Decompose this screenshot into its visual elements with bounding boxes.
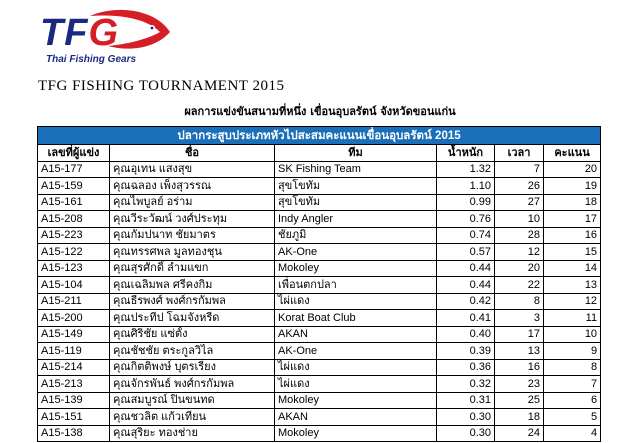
cell-weight: 0.44 bbox=[437, 260, 495, 277]
cell-time: 3 bbox=[495, 310, 544, 327]
cell-time: 10 bbox=[495, 211, 544, 228]
cell-score: 17 bbox=[544, 211, 601, 228]
cell-name: คุณประทีป โฉมจังหรีด bbox=[110, 310, 275, 327]
cell-time: 17 bbox=[495, 326, 544, 343]
cell-weight: 0.42 bbox=[437, 293, 495, 310]
page-title: TFG FISHING TOURNAMENT 2015 bbox=[38, 78, 285, 94]
cell-time: 13 bbox=[495, 343, 544, 360]
table-row bbox=[38, 409, 601, 426]
cell-id: A15-177 bbox=[38, 161, 110, 178]
cell-id: A15-149 bbox=[38, 326, 110, 343]
cell-weight: 0.30 bbox=[437, 425, 495, 442]
table-row bbox=[38, 359, 601, 376]
tfg-logo bbox=[38, 8, 178, 70]
table-row bbox=[38, 260, 601, 277]
cell-id: A15-214 bbox=[38, 359, 110, 376]
col-header-time: เวลา bbox=[495, 145, 544, 162]
logo-letters: TFG bbox=[40, 12, 119, 54]
cell-id: A15-200 bbox=[38, 310, 110, 327]
table-row bbox=[38, 425, 601, 442]
cell-team: สุขโขทัม bbox=[275, 178, 437, 195]
table-row bbox=[38, 392, 601, 409]
col-header-id: เลขที่ผู้แข่ง bbox=[38, 145, 110, 162]
cell-team: AKAN bbox=[275, 326, 437, 343]
cell-name: คุณชวลิต แก้วเทียน bbox=[110, 409, 275, 426]
cell-time: 25 bbox=[495, 392, 544, 409]
logo-tagline: Thai Fishing Gears bbox=[46, 54, 137, 65]
cell-score: 12 bbox=[544, 293, 601, 310]
table-row bbox=[38, 227, 601, 244]
cell-name: คุณกิตติพงษ์ บุตรเรียง bbox=[110, 359, 275, 376]
table-row bbox=[38, 277, 601, 294]
cell-name: คุณฉลอง เพ็งสุวรรณ bbox=[110, 178, 275, 195]
cell-team: Indy Angler bbox=[275, 211, 437, 228]
cell-id: A15-211 bbox=[38, 293, 110, 310]
cell-weight: 0.99 bbox=[437, 194, 495, 211]
cell-team: ไผ่แดง bbox=[275, 293, 437, 310]
cell-team: Korat Boat Club bbox=[275, 310, 437, 327]
cell-id: A15-138 bbox=[38, 425, 110, 442]
cell-weight: 0.30 bbox=[437, 409, 495, 426]
cell-score: 18 bbox=[544, 194, 601, 211]
col-header-name: ชื่อ bbox=[110, 145, 275, 162]
cell-time: 28 bbox=[495, 227, 544, 244]
cell-name: คุณกัมปนาท ชัยมาตร bbox=[110, 227, 275, 244]
table-row bbox=[38, 211, 601, 228]
cell-team: ไผ่แดง bbox=[275, 359, 437, 376]
cell-name: คุณชัชชัย ตระกูลวิไล bbox=[110, 343, 275, 360]
cell-time: 27 bbox=[495, 194, 544, 211]
table-row bbox=[38, 178, 601, 195]
cell-weight: 0.36 bbox=[437, 359, 495, 376]
table-row bbox=[38, 376, 601, 393]
cell-name: คุณสุรศักดิ์ ลำมแขก bbox=[110, 260, 275, 277]
cell-team: Mokoley bbox=[275, 392, 437, 409]
cell-score: 6 bbox=[544, 392, 601, 409]
cell-weight: 1.10 bbox=[437, 178, 495, 195]
cell-id: A15-123 bbox=[38, 260, 110, 277]
cell-team: สุขโขทัม bbox=[275, 194, 437, 211]
cell-id: A15-223 bbox=[38, 227, 110, 244]
cell-time: 24 bbox=[495, 425, 544, 442]
cell-time: 7 bbox=[495, 161, 544, 178]
cell-id: A15-122 bbox=[38, 244, 110, 261]
cell-weight: 0.31 bbox=[437, 392, 495, 409]
cell-name: คุณสมบูรณ์ ปินขนทด bbox=[110, 392, 275, 409]
cell-id: A15-159 bbox=[38, 178, 110, 195]
cell-score: 13 bbox=[544, 277, 601, 294]
cell-id: A15-104 bbox=[38, 277, 110, 294]
cell-time: 26 bbox=[495, 178, 544, 195]
cell-score: 8 bbox=[544, 359, 601, 376]
cell-id: A15-151 bbox=[38, 409, 110, 426]
cell-team: Mokoley bbox=[275, 425, 437, 442]
table-row bbox=[38, 343, 601, 360]
cell-name: คุณจักรพันธ์ พงศ์กรกัมพล bbox=[110, 376, 275, 393]
cell-team: AKAN bbox=[275, 409, 437, 426]
cell-weight: 0.32 bbox=[437, 376, 495, 393]
cell-weight: 0.39 bbox=[437, 343, 495, 360]
cell-time: 12 bbox=[495, 244, 544, 261]
cell-score: 11 bbox=[544, 310, 601, 327]
cell-weight: 0.44 bbox=[437, 277, 495, 294]
cell-score: 14 bbox=[544, 260, 601, 277]
results-table-wrap bbox=[37, 126, 600, 442]
cell-weight: 0.74 bbox=[437, 227, 495, 244]
cell-time: 8 bbox=[495, 293, 544, 310]
table-row bbox=[38, 326, 601, 343]
cell-id: A15-161 bbox=[38, 194, 110, 211]
cell-team: ชัยภูมิ bbox=[275, 227, 437, 244]
cell-weight: 0.40 bbox=[437, 326, 495, 343]
table-row bbox=[38, 161, 601, 178]
col-header-score: คะแนน bbox=[544, 145, 601, 162]
table-row bbox=[38, 310, 601, 327]
cell-score: 10 bbox=[544, 326, 601, 343]
table-row bbox=[38, 244, 601, 261]
cell-score: 19 bbox=[544, 178, 601, 195]
cell-weight: 0.76 bbox=[437, 211, 495, 228]
cell-score: 5 bbox=[544, 409, 601, 426]
cell-id: A15-208 bbox=[38, 211, 110, 228]
cell-score: 7 bbox=[544, 376, 601, 393]
table-row bbox=[38, 194, 601, 211]
cell-score: 4 bbox=[544, 425, 601, 442]
cell-time: 22 bbox=[495, 277, 544, 294]
cell-name: คุณไพบูลย์ อร่าม bbox=[110, 194, 275, 211]
cell-time: 16 bbox=[495, 359, 544, 376]
cell-time: 23 bbox=[495, 376, 544, 393]
col-header-weight: น้ำหนัก bbox=[437, 145, 495, 162]
cell-team: SK Fishing Team bbox=[275, 161, 437, 178]
table-caption: ปลากระสูบประเภทหัวไปสะสมคะแนนเขื่อนอุบลรัตน์ 2015 bbox=[38, 127, 601, 145]
results-table bbox=[37, 126, 601, 442]
cell-name: คุณเฉลิมพล ศรีคงกิม bbox=[110, 277, 275, 294]
col-header-team: ทีม bbox=[275, 145, 437, 162]
cell-id: A15-213 bbox=[38, 376, 110, 393]
page-subtitle: ผลการแข่งขันสนามที่หนึ่ง เขื่อนอุบลรัตน์ จังหวัดขอนแก่น bbox=[184, 105, 456, 118]
cell-name: คุณสุริยะ ทองช่าย bbox=[110, 425, 275, 442]
cell-weight: 0.41 bbox=[437, 310, 495, 327]
cell-time: 18 bbox=[495, 409, 544, 426]
table-header-row bbox=[38, 145, 601, 162]
cell-team: AK-One bbox=[275, 343, 437, 360]
cell-id: A15-119 bbox=[38, 343, 110, 360]
cell-team: Mokoley bbox=[275, 260, 437, 277]
cell-score: 15 bbox=[544, 244, 601, 261]
table-caption-row bbox=[38, 127, 601, 145]
cell-name: คุณศิริชัย แซ่ตั้ง bbox=[110, 326, 275, 343]
table-row bbox=[38, 293, 601, 310]
cell-team: ไผ่แดง bbox=[275, 376, 437, 393]
cell-score: 9 bbox=[544, 343, 601, 360]
cell-score: 16 bbox=[544, 227, 601, 244]
cell-name: คุณอุเทน แสงสุข bbox=[110, 161, 275, 178]
cell-score: 20 bbox=[544, 161, 601, 178]
cell-team: AK-One bbox=[275, 244, 437, 261]
cell-weight: 1.32 bbox=[437, 161, 495, 178]
cell-name: คุณวีระวัฒน์ วงศ์ประทุม bbox=[110, 211, 275, 228]
cell-team: เพื่อนตกปลา bbox=[275, 277, 437, 294]
table-body bbox=[38, 161, 601, 442]
cell-id: A15-139 bbox=[38, 392, 110, 409]
cell-name: คุณทรรศพล มูลทองชุน bbox=[110, 244, 275, 261]
cell-time: 20 bbox=[495, 260, 544, 277]
cell-name: คุณธีรพงศ์ พงศ์กรกัมพล bbox=[110, 293, 275, 310]
cell-weight: 0.57 bbox=[437, 244, 495, 261]
